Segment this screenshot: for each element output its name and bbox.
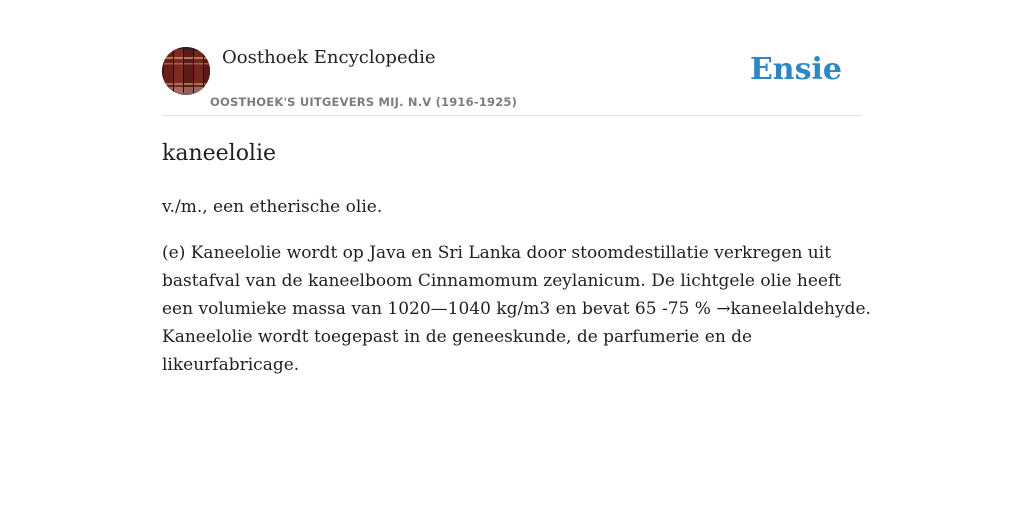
body-line: likeurfabricage. [162,355,300,375]
entry-definition: v./m., een etherische olie. [162,197,383,217]
publication-name[interactable]: Oosthoek Encyclopedie [222,47,436,68]
body-line: bastafval van de kaneelboom Cinnamomum zeylanicum. De lichtgele olie heeft [162,271,842,291]
body-line [162,295,871,323]
publisher-line: OOSTHOEK'S UITGEVERS MIJ. N.V (1916-1925) [210,95,518,109]
encyclopedia-books-icon[interactable] [162,47,210,95]
brand-logo[interactable]: Ensie [749,52,842,87]
header-divider [162,115,862,116]
entry-body [162,239,871,379]
entry-title: kaneelolie [162,141,277,166]
cross-reference-link[interactable]: →kaneelaldehyde [716,299,866,319]
body-line: Kaneelolie wordt toegepast in de geneeskunde, de parfumerie en de [162,327,753,347]
body-line-end: . [865,299,871,319]
header [162,46,862,116]
body-line-text: een volumieke massa van 1020—1040 kg/m3 en bevat 65 -75 % [162,299,717,319]
body-line: (e) Kaneelolie wordt op Java en Sri Lanka door stoomdestillatie verkregen uit [162,243,832,263]
